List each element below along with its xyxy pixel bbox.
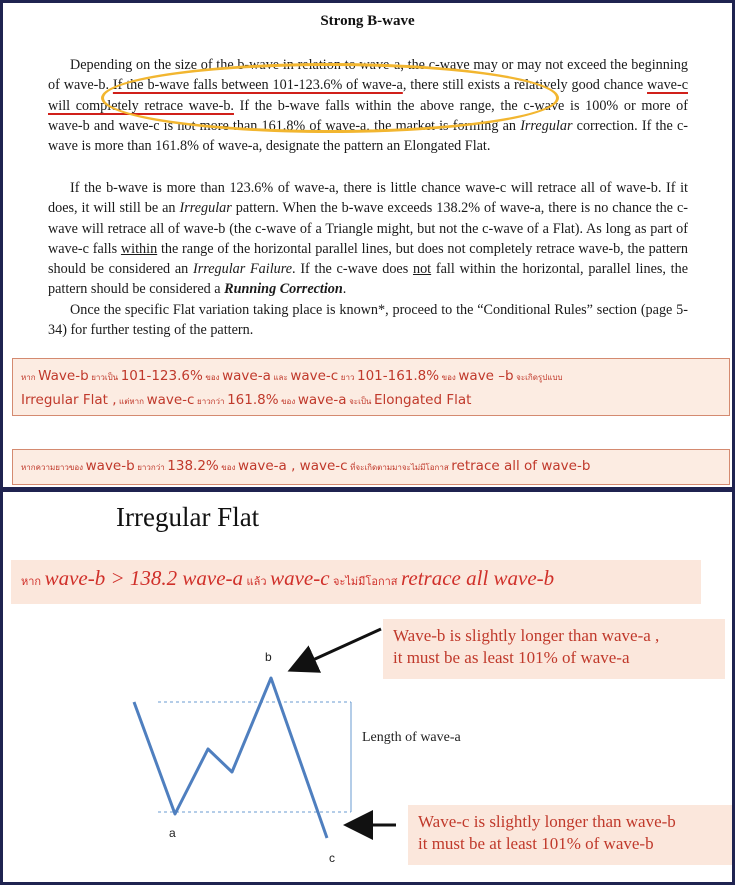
thai-note-1 [12, 358, 730, 416]
thai-rule-banner: หาก wave-b > 138.2 wave-a แล้ว wave-c จะไม่มีโอกาส retrace all wave-b [11, 560, 701, 604]
underlined-wave-c-retrace: wave-c will completely retrace wave-b. [48, 77, 688, 114]
page-title: Strong B-wave [320, 13, 415, 29]
document-page [3, 3, 732, 487]
paragraph-3: Once the specific Flat variation taking place is known*, proceed to the “Conditional Rules” section (page 5-34) for further testing of the pattern. [48, 302, 688, 339]
thai-note-2: หากความยาวของ wave-b ยาวกว่า 138.2% ของ wave-a , wave-c ที่จะเกิดตามมาจะไม่มีโอกาส retrace all of wave-b [12, 449, 730, 485]
length-of-wave-a-label: Length of wave-a [362, 730, 461, 745]
thai-note-1-line-1: หาก Wave-b ยาวเป็น 101-123.6% ของ wave-a และ wave-c ยาว 101-161.8% ของ wave –b จะเกิดรูปแบบ [21, 368, 563, 384]
callout-wave-c: Wave-c is slightly longer than wave-b it must be at least 101% of wave-b [408, 805, 732, 865]
diagram-slide [3, 492, 732, 882]
paragraph-2: If the b-wave is more than 123.6% of wave-a, there is little chance wave-c will retrace all of wave-b. If it does, it will still be an Irregular pattern. When the b-wave exceeds 138.2% of wave-a, there is no chance the c-wave will retrace all of wave-b (the c-wave of a Triangle might, but not the c-wave of a Flat). As long as part of wave-c falls within the range of the horizontal parallel lines, but does not completely retrace wave-b, the pattern should be considered an Irregular Failure. If the c-wave does not fall within the horizontal, parallel lines, the pattern should be considered a Running Correction. [48, 180, 688, 298]
label-a: a [169, 826, 176, 840]
callout-wave-b: Wave-b is slightly longer than wave-a , it must be as least 101% of wave-a [383, 619, 725, 679]
underlined-b-wave-range: If the b-wave falls between 101-123.6% of wave-a [112, 77, 403, 94]
slide-title: Irregular Flat [116, 502, 260, 532]
paragraph-1: Depending on the size of the b-wave in relation to wave-a, the c-wave may or may not exceed the beginning of wave-b. If the b-wave falls between 101-123.6% of wave-a, there still exists a relatively good chance wave-c will completely retrace wave-b. If the b-wave falls within the above range, the c-wave is 100% or more of wave-b and wave-c is not more than 161.8% of wave-a, the market is forming an Irregular correction. If the c-wave is more than 161.8% of wave-a, designate the pattern an Elongated Flat. [48, 57, 688, 155]
thai-note-1-line-2: Irregular Flat , แต่หาก wave-c ยาวกว่า 161.8% ของ wave-a จะเป็น Elongated Flat [21, 392, 472, 408]
arrow-to-b [293, 629, 381, 669]
label-b: b [265, 650, 272, 664]
highlight-ellipse [101, 63, 559, 133]
irregular-flat-diagram [3, 492, 732, 882]
label-c: c [329, 851, 335, 865]
